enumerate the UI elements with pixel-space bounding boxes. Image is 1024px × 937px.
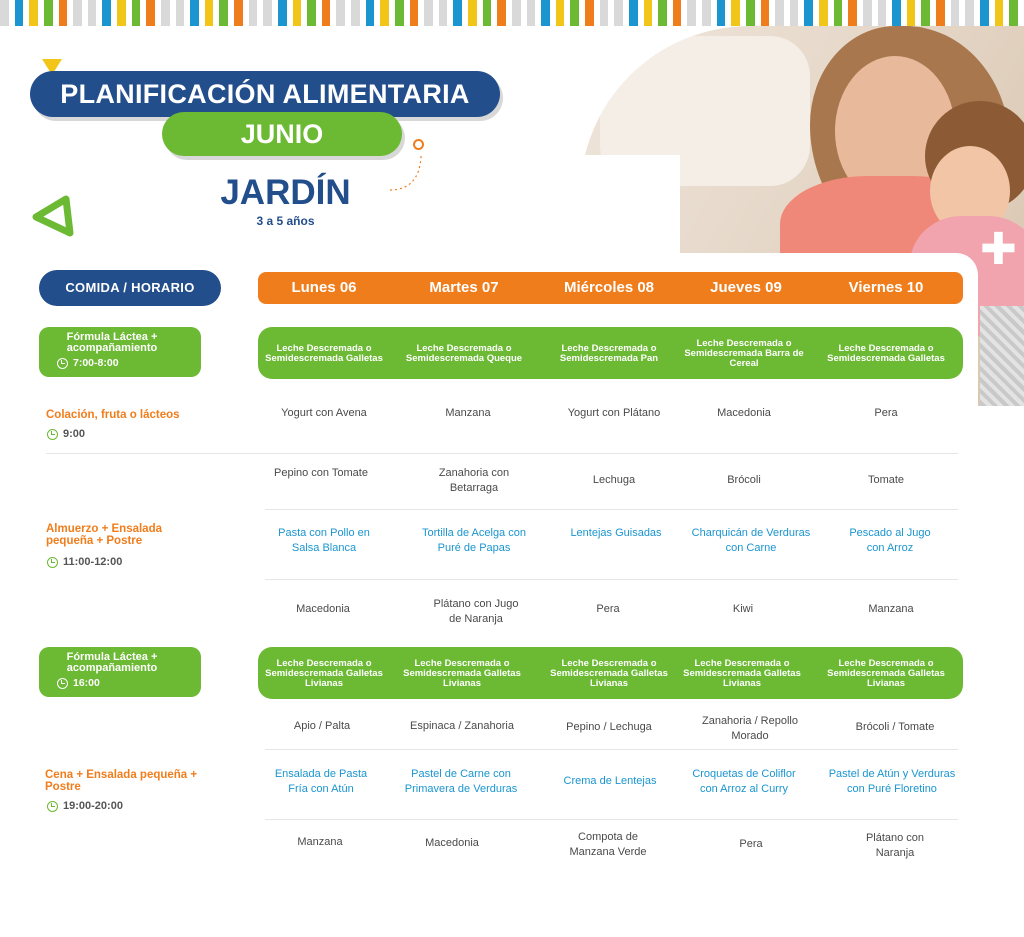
stripe-segment: [965, 0, 974, 26]
stripe-segment: [15, 0, 24, 26]
stripe-segment: [161, 0, 170, 26]
menu-cell: Leche Descremada o Semidescremada Queque: [405, 343, 523, 364]
stripe-segment: [878, 0, 887, 26]
days-header: [258, 272, 963, 304]
menu-cell: Pastel de Atún y Verduras con Puré Floretino: [828, 768, 956, 795]
clock-icon: [47, 429, 58, 440]
stripe-segment: [731, 0, 740, 26]
stripe-segment: [819, 0, 828, 26]
stripe-segment: [658, 0, 667, 26]
stripe-segment: [322, 0, 331, 26]
menu-cell: Espinaca / Zanahoria: [410, 720, 514, 732]
menu-cell: Compota de Manzana Verde: [569, 831, 647, 858]
stripe-segment: [146, 0, 155, 26]
menu-cell: Pepino / Lechuga: [566, 721, 652, 733]
stripe-segment: [951, 0, 960, 26]
menu-cell: Yogurt con Plátano: [567, 407, 661, 419]
meal-time: 19:00-20:00: [63, 800, 123, 812]
menu-cell: Apio / Palta: [293, 720, 351, 732]
age-range: 3 a 5 años: [256, 214, 315, 228]
stripe-segment: [497, 0, 506, 26]
menu-cell: Leche Descremada o Semidescremada Galletas: [265, 343, 383, 364]
menu-cell: Macedonia: [425, 837, 479, 849]
menu-cell: Croquetas de Coliflor con Arroz al Curry: [692, 768, 796, 795]
clock-icon: [47, 557, 58, 568]
stripe-segment: [234, 0, 243, 26]
row-divider: [265, 749, 958, 750]
menu-cell: Pepino con Tomate: [274, 467, 368, 479]
menu-cell: Pescado al Jugo con Arroz: [849, 527, 931, 554]
stripe-segment: [761, 0, 770, 26]
stripe-segment: [351, 0, 360, 26]
stripe-segment: [585, 0, 594, 26]
stripe-segment: [176, 0, 185, 26]
stripe-segment: [614, 0, 623, 26]
stripe-segment: [307, 0, 316, 26]
stripe-segment: [453, 0, 462, 26]
stripe-segment: [73, 0, 82, 26]
month-badge: JUNIO: [162, 112, 402, 156]
stripe-segment: [556, 0, 565, 26]
cross-icon: ✚: [980, 224, 1017, 275]
row-divider: [46, 453, 958, 454]
menu-cell: Manzana: [297, 836, 343, 848]
meal-name: Fórmula Láctea + acompañamiento: [66, 651, 158, 674]
clock-icon: [57, 358, 68, 369]
meal-time: 9:00: [63, 428, 86, 440]
clock-icon: [47, 801, 58, 812]
stripe-segment: [190, 0, 199, 26]
stripe-segment: [483, 0, 492, 26]
formula-pm-row: [258, 647, 963, 699]
menu-cell: Leche Descremada o Semidescremada Galletas Livianas: [550, 658, 668, 689]
menu-cell: Pasta con Pollo en Salsa Blanca: [278, 527, 370, 554]
menu-cell: Leche Descremada o Semidescremada Galletas Livianas: [265, 658, 383, 689]
stripe-segment: [380, 0, 389, 26]
clock-icon: [57, 678, 68, 689]
menu-cell: Tortilla de Acelga con Puré de Papas: [422, 527, 526, 554]
menu-cell: Kiwi: [732, 603, 754, 615]
menu-cell: Macedonia: [296, 603, 350, 615]
stripe-segment: [439, 0, 448, 26]
dotted-curve-icon: [388, 150, 428, 192]
menu-cell: Leche Descremada o Semidescremada Barra de Cereal: [684, 338, 804, 369]
menu-cell: Leche Descremada o Semidescremada Galletas Livianas: [403, 658, 521, 689]
stripe-segment: [892, 0, 901, 26]
row-divider: [265, 579, 958, 580]
meal-label-formula-pm: [39, 647, 201, 697]
stripe-segment: [117, 0, 126, 26]
meal-name: Fórmula Láctea + acompañamiento: [66, 331, 158, 354]
menu-cell: Pastel de Carne con Primavera de Verduras: [404, 768, 518, 795]
menu-cell: Macedonia: [717, 407, 771, 419]
meal-name: Almuerzo + Ensalada pequeña + Postre: [46, 523, 162, 547]
menu-cell: Plátano con Jugo de Naranja: [433, 598, 519, 625]
stripe-segment: [512, 0, 521, 26]
meal-time: 16:00: [73, 677, 100, 689]
menu-cell: Leche Descremada o Semidescremada Galletas: [827, 343, 945, 364]
stripe-segment: [44, 0, 53, 26]
menu-cell: Zanahoria / Repollo Morado: [701, 715, 798, 742]
page-title: PLANIFICACIÓN ALIMENTARIA: [30, 71, 500, 117]
meal-time-header: COMIDA / HORARIO: [39, 270, 221, 306]
stripe-segment: [570, 0, 579, 26]
menu-cell: Lechuga: [592, 474, 636, 486]
stripe-segment: [995, 0, 1004, 26]
day-header: Miércoles 08: [563, 279, 655, 296]
menu-cell: Pera: [596, 603, 620, 615]
menu-cell: Leche Descremada o Semidescremada Galletas Livianas: [683, 658, 801, 689]
menu-cell: Yogurt con Avena: [281, 407, 367, 419]
stripe-segment: [29, 0, 38, 26]
stripe-segment: [541, 0, 550, 26]
stripe-segment: [687, 0, 696, 26]
menu-cell: Tomate: [867, 474, 905, 486]
meal-name: Colación, fruta o lácteos: [46, 409, 180, 421]
stripe-segment: [132, 0, 141, 26]
menu-cell: Plátano con Naranja: [865, 832, 925, 859]
menu-cell: Manzana: [868, 603, 914, 615]
menu-cell: Ensalada de Pasta Fría con Atún: [274, 768, 368, 795]
menu-cell: Lentejas Guisadas: [570, 527, 662, 539]
stripe-segment: [746, 0, 755, 26]
meal-name: Cena + Ensalada pequeña + Postre: [45, 769, 198, 793]
decorative-stripe: [0, 0, 1024, 26]
meal-label-formula-am: [39, 327, 201, 377]
stripe-segment: [205, 0, 214, 26]
stripe-segment: [424, 0, 433, 26]
stripe-segment: [936, 0, 945, 26]
stripe-segment: [717, 0, 726, 26]
stripe-segment: [0, 0, 9, 26]
menu-cell: Zanahoria con Betarraga: [438, 467, 510, 494]
stripe-segment: [848, 0, 857, 26]
level-title: JARDÍN: [220, 173, 351, 212]
stripe-segment: [366, 0, 375, 26]
menu-cell: Manzana: [445, 407, 491, 419]
menu-cell: Pera: [739, 838, 763, 850]
meal-time: 7:00-8:00: [73, 357, 119, 369]
stripe-segment: [804, 0, 813, 26]
stripe-segment: [293, 0, 302, 26]
menu-cell: Leche Descremada o Semidescremada Galletas Livianas: [827, 658, 945, 689]
stripe-segment: [702, 0, 711, 26]
stripe-segment: [673, 0, 682, 26]
stripe-segment: [88, 0, 97, 26]
day-header: Lunes 06: [291, 279, 357, 296]
stripe-segment: [775, 0, 784, 26]
stripe-segment: [395, 0, 404, 26]
stripe-segment: [921, 0, 930, 26]
stripe-segment: [249, 0, 258, 26]
row-divider: [265, 509, 958, 510]
stripe-segment: [629, 0, 638, 26]
menu-cell: Brócoli: [727, 474, 761, 486]
menu-cell: Brócoli / Tomate: [855, 721, 935, 733]
stripe-segment: [410, 0, 419, 26]
stripe-segment: [980, 0, 989, 26]
stripe-segment: [336, 0, 345, 26]
menu-cell: Crema de Lentejas: [563, 775, 657, 787]
day-header: Martes 07: [429, 279, 499, 296]
stripe-segment: [644, 0, 653, 26]
stripe-segment: [1009, 0, 1018, 26]
stripe-segment: [527, 0, 536, 26]
stripe-segment: [834, 0, 843, 26]
menu-cell: Leche Descremada o Semidescremada Pan: [559, 343, 659, 364]
stripe-segment: [278, 0, 287, 26]
stripe-segment: [102, 0, 111, 26]
menu-cell: Pera: [874, 407, 898, 419]
day-header: Jueves 09: [710, 279, 782, 296]
menu-cell: Charquicán de Verduras con Carne: [691, 527, 811, 554]
stripe-segment: [600, 0, 609, 26]
stripe-segment: [468, 0, 477, 26]
stripe-segment: [263, 0, 272, 26]
stripe-segment: [59, 0, 68, 26]
stripe-segment: [790, 0, 799, 26]
stripe-segment: [907, 0, 916, 26]
day-header: Viernes 10: [848, 279, 924, 296]
stripe-segment: [863, 0, 872, 26]
stripe-segment: [219, 0, 228, 26]
row-divider: [265, 819, 958, 820]
meal-time: 11:00-12:00: [63, 556, 123, 568]
formula-am-row: [258, 327, 963, 379]
green-triangle-icon: [30, 193, 76, 239]
orange-ring-icon: [413, 139, 424, 150]
